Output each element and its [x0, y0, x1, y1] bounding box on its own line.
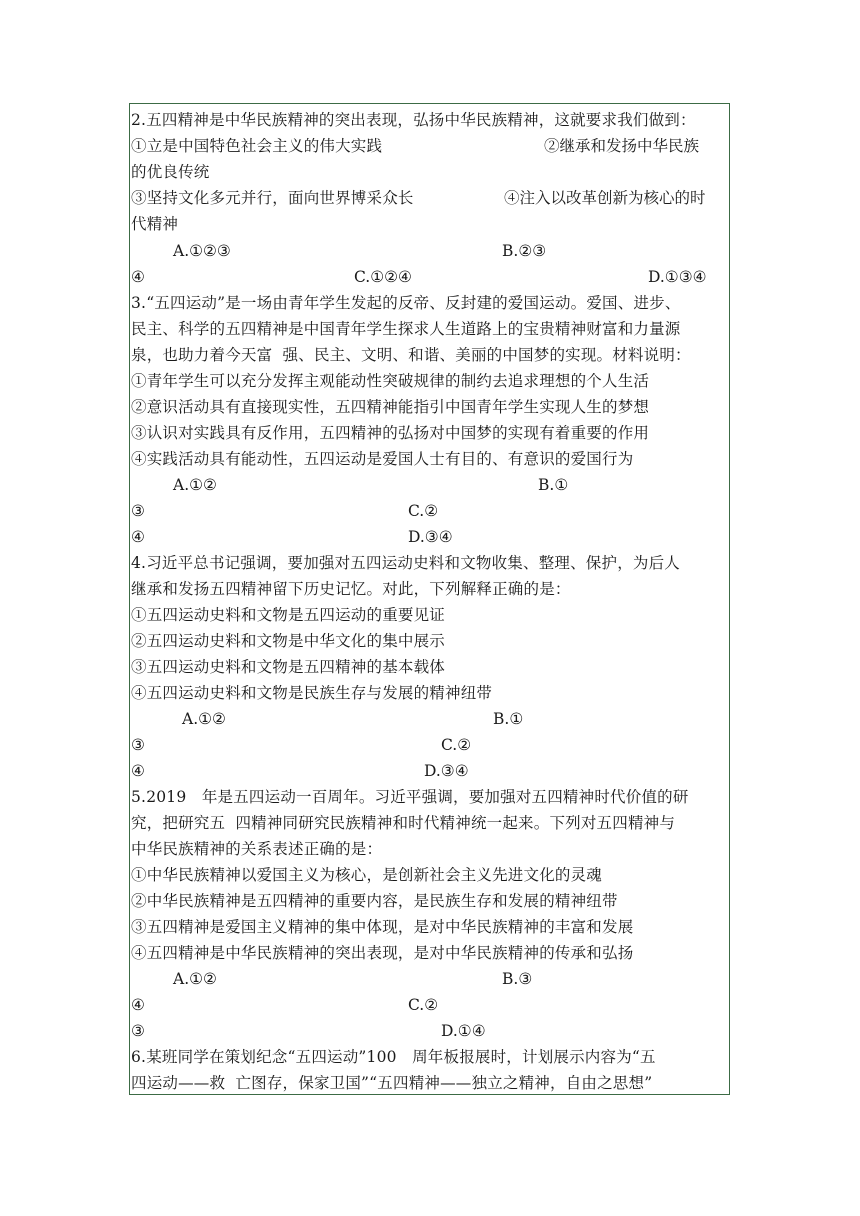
q3-choice-b[interactable]: B.① — [538, 476, 569, 494]
q2-choice-b[interactable]: B.②③ — [502, 242, 547, 260]
q4-stem-line-1: 4.习近平总书记强调，要加强对五四运动史料和文物收集、整理、保护，为后人 — [131, 554, 680, 572]
q5-stem-line-1: 5.2019 年是五四运动一百周年。习近平强调，要加强对五四精神时代价值的研 — [131, 788, 689, 806]
q3-choice-c-tail: ④ — [131, 528, 146, 546]
q4-choice-b[interactable]: B.① — [493, 710, 524, 728]
q2-option-2: ②继承和发扬中华民族 — [544, 137, 700, 155]
q4-stem-line-2: 继承和发扬五四精神留下历史记忆。对此，下列解释正确的是： — [131, 580, 571, 598]
q2-stem: 2.五四精神是中华民族精神的突出表现，弘扬中华民族精神，这就要求我们做到： — [131, 111, 696, 129]
q2-option-4-cont: 代精神 — [131, 215, 179, 233]
q4-choice-a[interactable]: A.①② — [182, 710, 226, 728]
q6-stem-line-2: 四运动——救 亡图存，保家卫国”“五四精神——独立之精神，自由之思想” — [131, 1074, 653, 1092]
q5-stem-line-3: 中华民族精神的关系表述正确的是： — [131, 840, 383, 858]
q2-option-2-cont: 的优良传统 — [131, 163, 210, 181]
q4-choice-d[interactable]: D.③④ — [424, 762, 469, 780]
q5-choice-c[interactable]: C.② — [408, 996, 439, 1014]
q5-option-3: ③五四精神是爱国主义精神的集中体现，是对中华民族精神的丰富和发展 — [131, 918, 634, 936]
q2-option-1: ①立是中国特色社会主义的伟大实践 — [131, 137, 383, 155]
q3-stem-line-2: 民主、科学的五四精神是中国青年学生探求人生道路上的宝贵精神财富和力量源 — [131, 320, 681, 338]
q4-option-3: ③五四运动史料和文物是五四精神的基本载体 — [131, 658, 446, 676]
q3-choice-a[interactable]: A.①② — [173, 476, 217, 494]
q6-stem-line-1: 6.某班同学在策划纪念“五四运动”100 周年板报展时，计划展示内容为“五 — [131, 1048, 656, 1066]
q5-choice-a[interactable]: A.①② — [173, 970, 217, 988]
q4-option-1: ①五四运动史料和文物是五四运动的重要见证 — [131, 606, 446, 624]
q5-choice-b-tail: ④ — [131, 996, 146, 1014]
q2-option-4: ④注入以改革创新为核心的时 — [504, 189, 706, 207]
q3-choice-d[interactable]: D.③④ — [408, 528, 453, 546]
q2-choice-c[interactable]: C.①②④ — [354, 268, 412, 286]
q4-choice-b-tail: ③ — [131, 736, 146, 754]
q3-stem-line-3: 泉，也助力着今天富 强、民主、文明、和谐、美丽的中国梦的实现。材料说明： — [131, 346, 691, 364]
q2-choice-d[interactable]: D.①③④ — [648, 268, 707, 286]
q5-option-2: ②中华民族精神是五四精神的重要内容，是民族生存和发展的精神纽带 — [131, 892, 618, 910]
q5-choice-c-tail: ③ — [131, 1022, 146, 1040]
q3-option-4: ④实践活动具有能动性，五四运动是爱国人士有目的、有意识的爱国行为 — [131, 450, 634, 468]
q3-option-2: ②意识活动具有直接现实性，五四精神能指引中国青年学生实现人生的梦想 — [131, 398, 650, 416]
q4-option-2: ②五四运动史料和文物是中华文化的集中展示 — [131, 632, 446, 650]
q5-option-1: ①中华民族精神以爱国主义为核心，是创新社会主义先进文化的灵魂 — [131, 866, 603, 884]
q5-choice-d[interactable]: D.①④ — [441, 1022, 486, 1040]
q2-choice-b-tail: ④ — [131, 268, 146, 286]
q4-choice-c-tail: ④ — [131, 762, 146, 780]
q3-option-1: ①青年学生可以充分发挥主观能动性突破规律的制约去追求理想的个人生活 — [131, 372, 650, 390]
q5-choice-b[interactable]: B.③ — [502, 970, 533, 988]
q5-stem-line-2: 究，把研究五 四精神同研究民族精神和时代精神统一起来。下列对五四精神与 — [131, 814, 676, 832]
q3-choice-b-tail: ③ — [131, 502, 146, 520]
q2-choice-a[interactable]: A.①②③ — [173, 242, 231, 260]
q2-option-3: ③坚持文化多元并行，面向世界博采众长 — [131, 189, 414, 207]
q5-option-4: ④五四精神是中华民族精神的突出表现，是对中华民族精神的传承和弘扬 — [131, 944, 634, 962]
q4-option-4: ④五四运动史料和文物是民族生存与发展的精神纽带 — [131, 684, 493, 702]
q3-choice-c[interactable]: C.② — [408, 502, 439, 520]
q3-option-3: ③认识对实践具有反作用，五四精神的弘扬对中国梦的实现有着重要的作用 — [131, 424, 650, 442]
q4-choice-c[interactable]: C.② — [441, 736, 472, 754]
q3-stem-line-1: 3.“五四运动”是一场由青年学生发起的反帝、反封建的爱国运动。爱国、进步、 — [131, 294, 681, 312]
